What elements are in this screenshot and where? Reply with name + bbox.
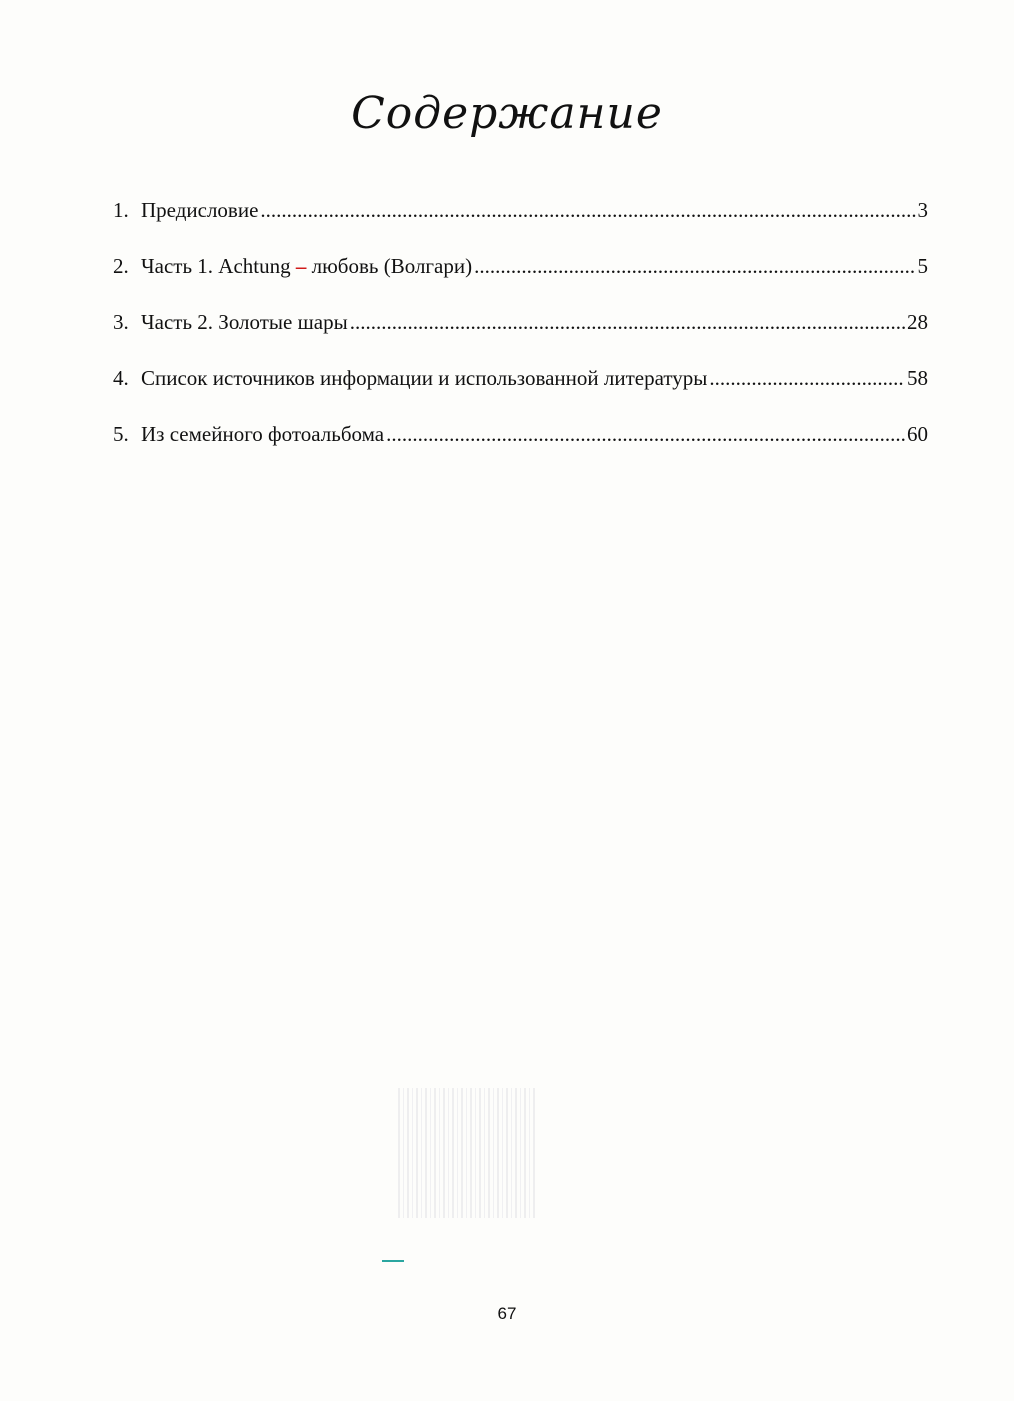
toc-entry-part-2	[113, 308, 928, 364]
red-dash: –	[295, 254, 307, 278]
barcode-bleed-through	[398, 1088, 538, 1218]
toc-leader-dots	[709, 364, 905, 392]
toc-entry-part-1	[113, 252, 928, 308]
toc-entry-page: 60	[907, 422, 928, 446]
toc-entry-photo-album	[113, 420, 928, 476]
toc-entry-number: 3.	[113, 310, 129, 334]
page-title: Содержание	[351, 88, 663, 139]
toc-entry-title: Предисловие	[141, 198, 259, 222]
toc-entry-page: 58	[907, 366, 928, 390]
toc-entry-preface	[113, 196, 928, 252]
toc-entry-title	[141, 252, 472, 280]
toc-title-part-b: любовь (Волгари)	[306, 254, 473, 278]
stray-mark	[382, 1260, 404, 1262]
toc-title-part-a: Часть 1. Achtung	[141, 254, 296, 278]
toc-entry-number: 4.	[113, 366, 129, 390]
toc-leader-dots	[474, 252, 915, 280]
toc-entry-title: Часть 2. Золотые шары	[141, 310, 348, 334]
toc-leader-dots	[386, 420, 905, 448]
toc-entry-number: 5.	[113, 422, 129, 446]
toc-entry-page: 3	[917, 198, 928, 222]
toc-leader-dots	[260, 196, 915, 224]
toc-entry-title: Список источников информации и использованной литературы	[141, 366, 708, 390]
table-of-contents	[113, 196, 928, 476]
toc-entry-title: Из семейного фотоальбома	[141, 422, 385, 446]
toc-leader-dots	[350, 308, 905, 336]
toc-entry-number: 1.	[113, 198, 129, 222]
toc-entry-page: 5	[917, 254, 928, 278]
toc-entry-sources	[113, 364, 928, 420]
toc-entry-number: 2.	[113, 254, 129, 278]
toc-entry-page: 28	[907, 310, 928, 334]
page-number: 67	[497, 1304, 517, 1323]
